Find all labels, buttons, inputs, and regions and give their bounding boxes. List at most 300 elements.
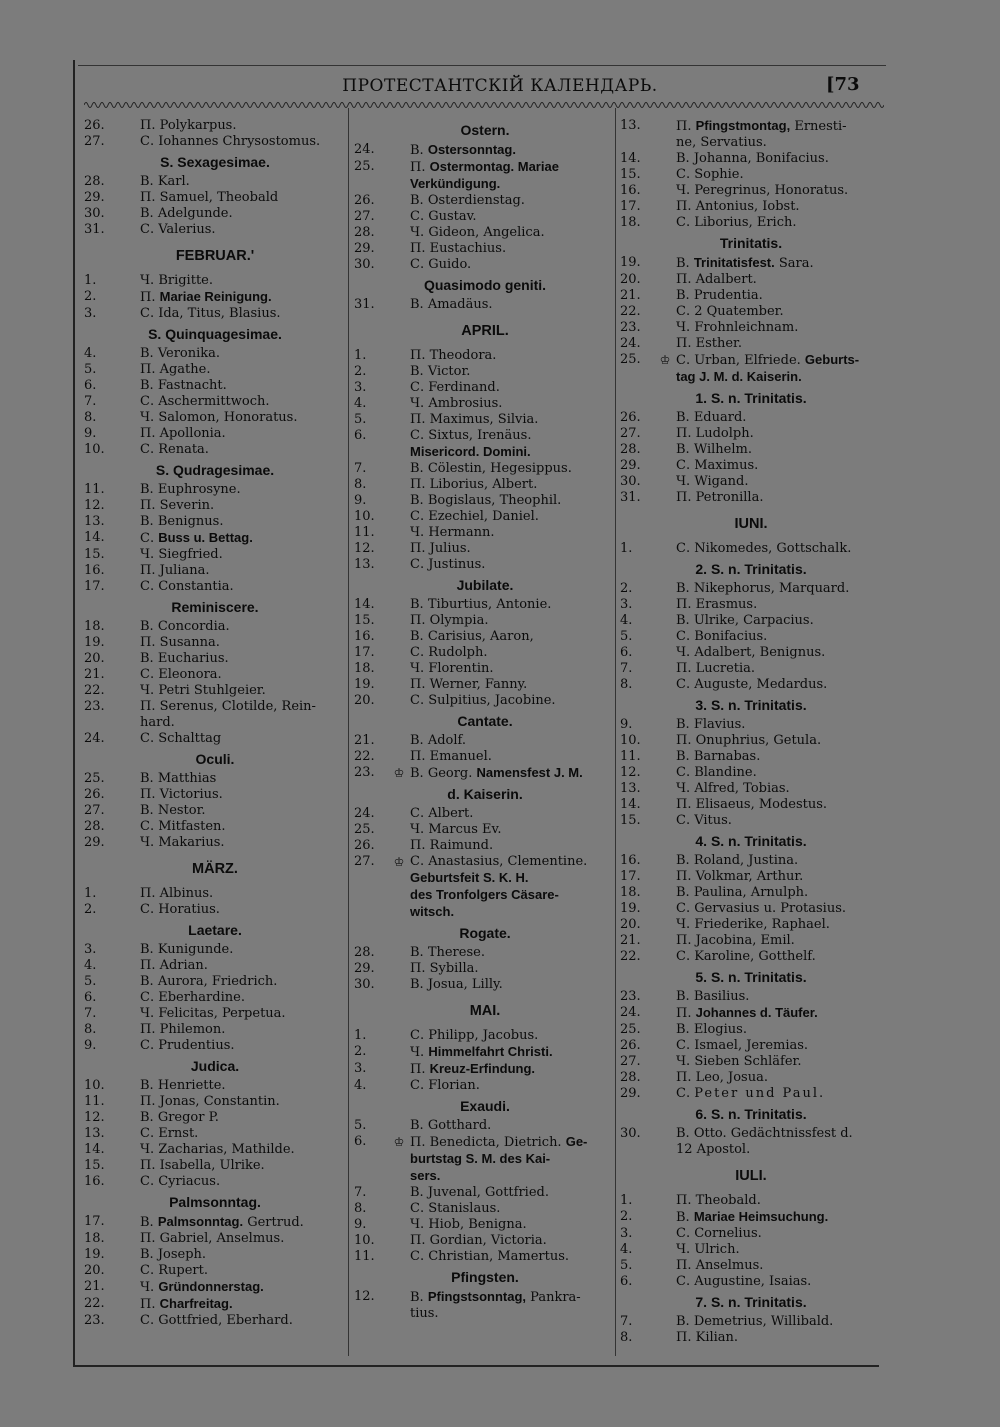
day-number: 13. [84, 514, 105, 529]
mark-spacer [118, 731, 140, 747]
calendar-entry [84, 1263, 346, 1279]
entry-text [676, 613, 882, 629]
day-number: 9. [354, 1217, 367, 1232]
calendar-entry [620, 749, 882, 765]
day-number [620, 135, 654, 151]
entry-text [410, 396, 616, 412]
entry-text [140, 442, 346, 458]
day-number: 9. [354, 493, 367, 508]
entry-text [140, 378, 346, 394]
calendar-entry [354, 887, 616, 904]
day-number: 10. [354, 1233, 375, 1248]
calendar-entry [354, 806, 616, 822]
calendar-entry [620, 490, 882, 506]
calendar-entry [84, 990, 346, 1006]
entry-names: В. Wilhelm. [676, 442, 752, 457]
calendar-entry [84, 803, 346, 819]
calendar-entry [620, 135, 882, 151]
day-number: 12. [354, 1289, 375, 1304]
mark-spacer [388, 1201, 410, 1217]
mark-spacer [118, 1313, 140, 1329]
day-number: 1. [354, 348, 367, 363]
day-number: 11. [620, 749, 641, 764]
day-number: 17. [84, 579, 105, 594]
day-number [354, 176, 388, 193]
spaced-feast-name: Peter und Paul. [694, 1086, 826, 1101]
mark-spacer [654, 1193, 676, 1209]
calendar-entry [354, 412, 616, 428]
entry-names: С. Liborius, Erich. [676, 215, 797, 230]
entry-text [676, 869, 882, 885]
entry-names: В. Nikephorus, Marquard. [676, 581, 850, 596]
mark-spacer [388, 412, 410, 428]
mark-spacer [654, 901, 676, 917]
calendar-entry [620, 1126, 882, 1142]
calendar-entry [84, 1038, 346, 1054]
entry-names: Ч. [140, 1280, 159, 1295]
mark-spacer [654, 1258, 676, 1274]
entry-text [676, 733, 882, 749]
feast-name: Gründonnerstag. [158, 1279, 264, 1294]
calendar-entry [620, 442, 882, 458]
calendar-entry [354, 364, 616, 380]
entry-text [676, 215, 882, 231]
day-number: 22. [354, 749, 375, 764]
calendar-entry [84, 482, 346, 498]
entry-text [410, 1151, 616, 1168]
calendar-entry [354, 209, 616, 225]
entry-names: С. Augustine, Isaias. [676, 1274, 812, 1289]
calendar-entry [354, 461, 616, 477]
mark-spacer [118, 1006, 140, 1022]
entry-names: П. Onuphrius, Getula. [676, 733, 822, 748]
day-number: 17. [354, 645, 375, 660]
calendar-entry [354, 977, 616, 993]
mark-spacer [118, 1158, 140, 1174]
mark-spacer [654, 781, 676, 797]
day-number: 4. [354, 396, 367, 411]
entry-names: В. Karl. [140, 174, 190, 189]
calendar-entry [354, 733, 616, 749]
entry-text [140, 699, 346, 715]
calendar-entry [354, 613, 616, 629]
entry-text [410, 645, 616, 661]
entry-text [410, 477, 616, 493]
calendar-entry [620, 426, 882, 442]
feast-name: Pfingstmontag, [695, 118, 791, 133]
calendar-entry [84, 731, 346, 747]
entry-text [140, 974, 346, 990]
entry-names: П. Elisaeus, Modestus. [676, 797, 828, 812]
mark-spacer [388, 1249, 410, 1265]
feast-name: Ostermontag. Mariae [429, 159, 559, 174]
day-number: 5. [84, 974, 97, 989]
mark-spacer [118, 1126, 140, 1142]
entry-names: В. Henriette. [140, 1078, 226, 1093]
calendar-entry [354, 176, 616, 193]
calendar-entry [354, 1233, 616, 1249]
entry-names: Ч. Makarius. [140, 835, 225, 850]
calendar-entry [84, 619, 346, 635]
entry-text [676, 1314, 882, 1330]
entry-names: С. Horatius. [140, 902, 220, 917]
day-number: 29. [84, 835, 105, 850]
calendar-entry [84, 394, 346, 410]
calendar-entry [84, 273, 346, 289]
mark-spacer [118, 1022, 140, 1038]
entry-names: В. Osterdienstag. [410, 193, 525, 208]
calendar-entry [84, 787, 346, 803]
entry-text [140, 1126, 346, 1142]
entry-names: С. Philipp, Jacobus. [410, 1028, 539, 1043]
entry-names: П. Antonius, Iobst. [676, 199, 800, 214]
day-number: 4. [620, 613, 633, 628]
entry-text [410, 412, 616, 428]
mark-spacer [118, 1263, 140, 1279]
calendar-entry [84, 1110, 346, 1126]
entry-names: С. Urban, Elfriede. [676, 353, 805, 368]
day-number: 28. [620, 1070, 641, 1085]
calendar-entry [620, 474, 882, 490]
entry-text [676, 199, 882, 215]
entry-text [676, 933, 882, 949]
entry-names: П. Esther. [676, 336, 742, 351]
mark-spacer [388, 1061, 410, 1078]
calendar-entry [620, 917, 882, 933]
day-number: 2. [84, 902, 97, 917]
day-number: 11. [84, 1094, 105, 1109]
entry-text [410, 597, 616, 613]
mark-spacer [118, 1038, 140, 1054]
entry-text [410, 493, 616, 509]
calendar-entry [354, 541, 616, 557]
mark-spacer [654, 1022, 676, 1038]
mark-spacer [118, 206, 140, 222]
entry-names: П. Jacobina, Emil. [676, 933, 795, 948]
mark-spacer [388, 493, 410, 509]
calendar-entry [620, 1330, 882, 1346]
entry-text [410, 854, 616, 870]
entry-text [410, 733, 616, 749]
calendar-entry [620, 733, 882, 749]
mark-spacer [654, 1142, 676, 1158]
entry-names: С. Ezechiel, Daniel. [410, 509, 539, 524]
entry-text [140, 990, 346, 1006]
calendar-entry [620, 352, 882, 369]
mark-spacer [388, 597, 410, 613]
mark-spacer [118, 222, 140, 238]
entry-names: С. Blandine. [676, 765, 757, 780]
day-number: 22. [84, 1296, 105, 1311]
mark-spacer [388, 142, 410, 159]
entry-names: В. Veronika. [140, 346, 221, 361]
entry-names: П. Kilian. [676, 1330, 739, 1345]
mark-spacer [118, 803, 140, 819]
day-number: 20. [84, 651, 105, 666]
mark-spacer [654, 288, 676, 304]
entry-text [410, 1217, 616, 1233]
mark-spacer [654, 1242, 676, 1258]
entry-names: П. [410, 1062, 430, 1077]
entry-text [410, 428, 616, 444]
entry-names: В. Nestor. [140, 803, 206, 818]
entry-names: В. Josua, Lilly. [410, 977, 503, 992]
mark-spacer [118, 974, 140, 990]
mark-spacer [654, 183, 676, 199]
calendar-entry [620, 183, 882, 199]
calendar-entry [354, 142, 616, 159]
calendar-entry [354, 645, 616, 661]
calendar-entry [620, 933, 882, 949]
calendar-entry [620, 1070, 882, 1086]
mark-spacer [654, 733, 676, 749]
entry-text [410, 142, 616, 159]
mark-spacer [118, 886, 140, 902]
entry-names: П. [676, 1006, 696, 1021]
entry-names: В. Concordia. [140, 619, 230, 634]
day-number: 13. [354, 557, 375, 572]
day-number [354, 1168, 388, 1185]
entry-text [410, 257, 616, 273]
calendar-entry [354, 749, 616, 765]
mark-spacer [118, 699, 140, 715]
mark-spacer [654, 541, 676, 557]
calendar-column-3 [620, 118, 882, 1346]
entry-text [140, 134, 346, 150]
feast-name: Namensfest J. M. [476, 765, 583, 780]
entry-text [140, 190, 346, 206]
calendar-entry [84, 579, 346, 595]
entry-text [676, 1022, 882, 1038]
day-number: 18. [620, 885, 641, 900]
mark-spacer [118, 190, 140, 206]
day-number: 28. [620, 442, 641, 457]
day-number: 24. [354, 142, 375, 157]
entry-names: П. Adalbert. [676, 272, 757, 287]
day-number: 12. [84, 498, 105, 513]
entry-text [676, 442, 882, 458]
day-number: 21. [620, 288, 641, 303]
day-number: 23. [84, 699, 105, 714]
entry-text [676, 661, 882, 677]
calendar-column-1 [84, 118, 346, 1329]
mark-spacer [118, 1110, 140, 1126]
calendar-entry [354, 159, 616, 176]
entry-names: В. [140, 1215, 158, 1230]
day-number: 19. [620, 255, 641, 270]
day-number: 12. [354, 541, 375, 556]
month-heading: FEBRUAR.' [175, 248, 255, 264]
mark-spacer [654, 765, 676, 781]
entry-names: С. [140, 531, 159, 546]
entry-names: П. Emanuel. [410, 749, 492, 764]
entry-names: В. Joseph. [140, 1247, 207, 1262]
entry-names: С. Vitus. [676, 813, 732, 828]
calendar-entry [84, 222, 346, 238]
calendar-entry [354, 477, 616, 493]
mark-spacer [388, 241, 410, 257]
calendar-entry [84, 699, 346, 715]
calendar-entry [620, 629, 882, 645]
mark-spacer [654, 490, 676, 506]
day-number: 1. [620, 541, 633, 556]
day-number: 21. [620, 933, 641, 948]
entry-text [140, 426, 346, 442]
entry-names: С. Florian. [410, 1078, 480, 1093]
entry-names: П. Benedicta, Dietrich. [410, 1135, 566, 1150]
week-heading: Ostern. [460, 122, 510, 138]
entry-names: В. Tiburtius, Antonie. [410, 597, 552, 612]
entry-names: П. Agathe. [140, 362, 211, 377]
day-number: 6. [84, 378, 97, 393]
calendar-entry [620, 1242, 882, 1258]
month-heading: IUNI. [734, 516, 768, 532]
mark-spacer [118, 289, 140, 306]
mark-spacer [118, 563, 140, 579]
calendar-entry [620, 1054, 882, 1070]
day-number: 14. [354, 597, 375, 612]
calendar-entry [354, 870, 616, 887]
entry-text [410, 509, 616, 525]
entry-names: Ч. Frohnleichnam. [676, 320, 799, 335]
mark-spacer [388, 645, 410, 661]
mark-spacer [388, 364, 410, 380]
mark-spacer [388, 977, 410, 993]
calendar-entry [620, 717, 882, 733]
day-number: 8. [620, 677, 633, 692]
mark-spacer [118, 619, 140, 635]
entry-text [676, 717, 882, 733]
day-number: 27. [354, 209, 375, 224]
calendar-entry [84, 306, 346, 322]
entry-names: П. Victorius. [140, 787, 223, 802]
entry-text [676, 167, 882, 183]
day-number: 21. [354, 733, 375, 748]
mark-spacer [654, 581, 676, 597]
feast-name: Pfingstsonntag, [427, 1289, 527, 1304]
week-heading: 3. S. n. Trinitatis. [695, 697, 807, 713]
day-number: 15. [84, 547, 105, 562]
calendar-entry [620, 1274, 882, 1290]
mark-spacer [654, 320, 676, 336]
day-number: 30. [620, 1126, 641, 1141]
mark-spacer [654, 933, 676, 949]
calendar-entry [354, 597, 616, 613]
month-heading: MÄRZ. [192, 861, 238, 877]
day-number [354, 904, 388, 921]
mark-spacer [654, 613, 676, 629]
feast-name: Palmsonntag. [157, 1214, 244, 1229]
mark-spacer [388, 461, 410, 477]
day-number: 16. [84, 1174, 105, 1189]
day-number: 8. [354, 1201, 367, 1216]
entry-text [410, 1233, 616, 1249]
day-number: 25. [84, 771, 105, 786]
entry-names: 12 Apostol. [676, 1142, 751, 1157]
mark-spacer [118, 958, 140, 974]
calendar-entry [354, 854, 616, 870]
day-number: 2. [354, 364, 367, 379]
mark-spacer [388, 838, 410, 854]
entry-text [676, 352, 882, 369]
entry-text [676, 183, 882, 199]
entry-names: С. Rupert. [140, 1263, 208, 1278]
mark-spacer [654, 813, 676, 829]
calendar-entry [354, 822, 616, 838]
entry-text [676, 645, 882, 661]
day-number: 18. [620, 215, 641, 230]
day-number: 16. [84, 563, 105, 578]
entry-text [410, 613, 616, 629]
entry-names: Ч. Gideon, Angelica. [410, 225, 545, 240]
day-number: 22. [620, 304, 641, 319]
entry-text [140, 174, 346, 190]
day-number: 26. [84, 787, 105, 802]
calendar-entry [84, 289, 346, 306]
calendar-entry [354, 1201, 616, 1217]
running-head: ПРОТЕСТАНТСКІЙ КАЛЕНДАРЬ. [342, 76, 658, 96]
mark-spacer [388, 380, 410, 396]
mark-spacer [654, 215, 676, 231]
day-number: 29. [84, 190, 105, 205]
day-number [354, 1306, 388, 1322]
day-number: 3. [620, 1226, 633, 1241]
calendar-entry [84, 1247, 346, 1263]
calendar-entry [84, 563, 346, 579]
entry-text [410, 297, 616, 313]
entry-text [140, 1158, 346, 1174]
entry-text [676, 458, 882, 474]
calendar-entry [354, 396, 616, 412]
mark-spacer [118, 1078, 140, 1094]
entry-text [140, 289, 346, 306]
calendar-entry [620, 645, 882, 661]
calendar-entry [84, 1094, 346, 1110]
day-number [354, 887, 388, 904]
entry-text [676, 797, 882, 813]
day-number [354, 870, 388, 887]
entry-names: П. Samuel, Theobald [140, 190, 279, 205]
mark-spacer [654, 1314, 676, 1330]
entry-names: Ч. Sieben Schläfer. [676, 1054, 802, 1069]
mark-spacer [388, 945, 410, 961]
entry-text [140, 482, 346, 498]
mark-spacer [654, 1274, 676, 1290]
entry-text [410, 1061, 616, 1078]
entry-text [676, 255, 882, 272]
entry-text [676, 1005, 882, 1022]
entry-names: В. Roland, Justina. [676, 853, 799, 868]
day-number: 12. [620, 765, 641, 780]
entry-text [410, 461, 616, 477]
entry-text [140, 498, 346, 514]
calendar-entry [84, 958, 346, 974]
calendar-entry [84, 206, 346, 222]
entry-text [676, 410, 882, 426]
entry-text [140, 1174, 346, 1190]
calendar-entry [620, 320, 882, 336]
day-number: 20. [354, 693, 375, 708]
entry-text [140, 514, 346, 530]
mark-spacer [118, 1174, 140, 1190]
mark-spacer [654, 629, 676, 645]
mark-spacer [388, 1168, 410, 1185]
entry-names: С. Anastasius, Clementine. [410, 854, 588, 869]
entry-names: П. Juliana. [140, 563, 210, 578]
entry-names: С. Constantia. [140, 579, 234, 594]
mark-spacer [118, 902, 140, 918]
mark-spacer [118, 378, 140, 394]
